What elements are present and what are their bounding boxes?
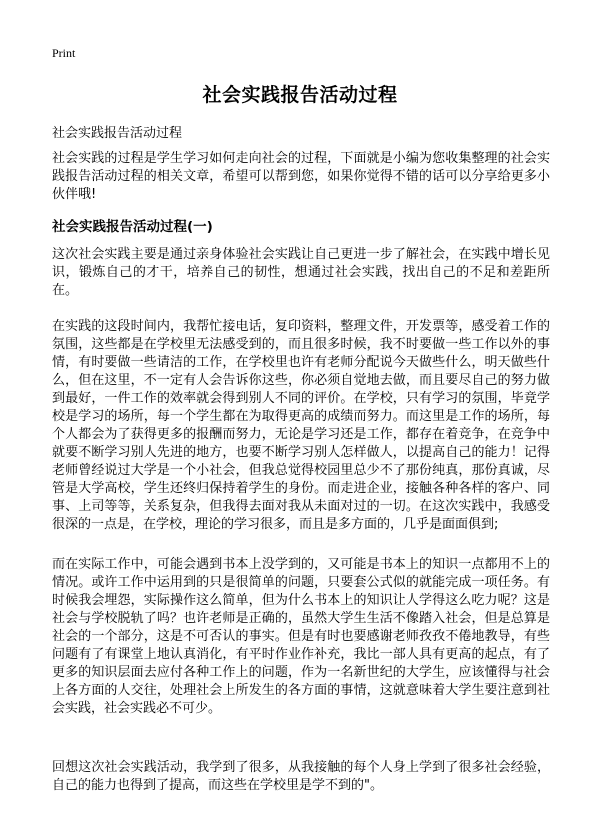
body-paragraph-1: 这次社会实践主要是通过亲身体验社会实践让自己更进一步了解社会，在实践中增长见识，锻炼自己的才干，培养自己的韧性，想通过社会实践，找出自己的不足和差距所在。: [52, 247, 550, 298]
intro-paragraph: 社会实践的过程是学生学习如何走向社会的过程，下面就是小编为您收集整理的社会实践报告活动过程的相关文章，希望可以帮到您，如果你觉得不错的话可以分享给更多小伙伴哦!: [52, 151, 550, 202]
body-paragraph-3: 而在实际工作中，可能会遇到书本上没学到的，又可能是书本上的知识一点都用不上的情况。或许工作中运用到的只是很简单的问题，只要套公式似的就能完成一项任务。有时候我会埋怨，实际操作这么简单，但为什么书本上的知识让人学得这么吃力呢？这是社会与学校脱轨了吗？也许老师是正确的，虽然大学生生活不像踏入社会，但是总算是社会的一个部分，这是不可否认的事实。但是有时也要感谢老师孜孜不倦地教导，有些问题有了有课堂上地认真消化，有平时作业作补充，我比一部人具有更高的起点，有了更多的知识层面去应付各种工作上的问题，作为一名新世纪的大学生，应该懂得与社会上各方面的人交往，处理社会上所发生的各方面的事情，这就意味着大学生要注意到社会实践，社会实践必不可少。: [52, 557, 550, 716]
print-link[interactable]: Print: [52, 46, 76, 60]
section-heading: 社会实践报告活动过程(一): [52, 219, 213, 235]
body-paragraph-4: 回想这次社会实践活动，我学到了很多，从我接触的每个人身上学到了很多社会经验，自己的能力也得到了提高，而这些在学校里是学不到的"。: [52, 760, 550, 793]
document-title: 社会实践报告活动过程: [202, 84, 398, 106]
document-subtitle: 社会实践报告活动过程: [52, 126, 183, 141]
body-paragraph-2: 在实践的这段时间内，我帮忙接电话，复印资料，整理文件，开发票等，感受着工作的氛围，这些都是在学校里无法感受到的，而且很多时候，我不时要做一些工作以外的事情，有时要做一些请洁的工作，在学校里也许有老师分配说今天做些什么，明天做些什么，但在这里，不一定有人会告诉你这些，你必须自觉地去做，而且要尽自己的努力做到最好，一件工作的效率就会得到别人不同的评价。在学校，只有学习的氛围，毕竟学校是学习的场所，每一个学生都在为取得更高的成绩而努力。而这里是工作的场所，每个人都会为了获得更多的报酬而努力，无论是学习还是工作，都存在着竞争，在竞争中就要不断学习别人先进的地方，也要不断学习别人怎样做人，以提高自己的能力！记得老师曾经说过大学是一个小社会，但我总觉得校园里总少不了那份纯真，那份真诚，尽管是大学高校，学生还终归保持着学生的身份。而走进企业，接触各种各样的客户、同事、上司等等，关系复杂，但我得去面对我从未面对过的一切。在这次实践中，我感受很深的一点是，在学校，理论的学习很多，而且是多方面的，几乎是面面俱到;: [52, 319, 550, 532]
